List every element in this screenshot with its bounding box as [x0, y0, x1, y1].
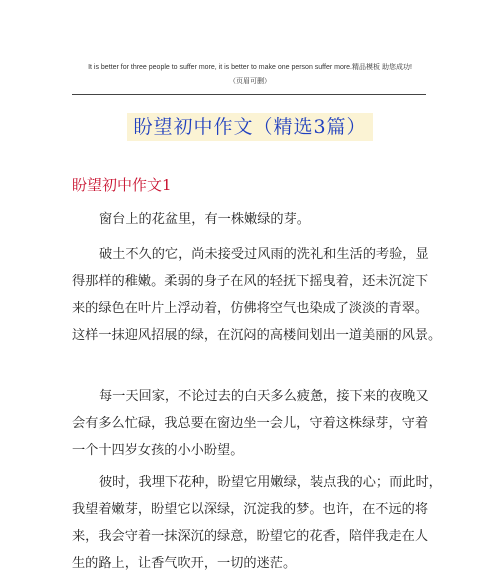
- paragraph-line: 每一天回家，不论过去的白天多么疲惫，接下来的夜晚又: [99, 389, 429, 404]
- paragraph-line: 我望着嫩芽，盼望它以深绿，沉淀我的梦。也许，在不远的将: [72, 502, 429, 517]
- paragraph-line: 来，我会守着一抹深沉的绿意，盼望它的花香，陪伴我走在人: [72, 529, 429, 544]
- section-heading: 盼望初中作文1: [72, 176, 172, 194]
- title-container: [0, 113, 500, 141]
- paragraph-line: 生的路上，让香气吹开，一切的迷茫。: [72, 556, 297, 571]
- header-divider: [72, 94, 426, 95]
- paragraph-line: 来的绿色在叶片上浮动着，仿佛将空气也染成了淡淡的青翠。: [72, 301, 429, 316]
- paragraph-line: 彼时，我埋下花种，盼望它用嫩绿，装点我的心；而此时，: [99, 475, 442, 490]
- paragraph-line: 一个十四岁女孩的小小盼望。: [72, 443, 244, 458]
- paragraph-line: 窗台上的花盆里，有一株嫩绿的芽。: [99, 212, 310, 227]
- document-title: 盼望初中作文（精选3篇）: [127, 113, 372, 141]
- paragraph-line: 破土不久的它，尚未接受过风雨的洗礼和生活的考验，显: [99, 247, 429, 262]
- paragraph-3: [72, 383, 432, 464]
- paragraph-line: 会有多么忙碌，我总要在窗边坐一会儿，守着这株绿芽，守着: [72, 416, 429, 431]
- page-header-note: （页眉可删）: [229, 77, 271, 85]
- paragraph-1: [72, 206, 432, 233]
- paragraph-4: [72, 469, 442, 577]
- paragraph-line: 这样一抹迎风招展的绿，在沉闷的高楼间划出一道美丽的风景。: [72, 328, 442, 343]
- paragraph-line: 得那样的稚嫩。柔弱的身子在风的轻抚下摇曳着，还未沉淀下: [72, 274, 429, 289]
- page-header-text: It is better for three people to suffer more, it is better to make one person suffer more.精品模板 助您成功!: [88, 64, 412, 71]
- paragraph-2: [72, 241, 442, 349]
